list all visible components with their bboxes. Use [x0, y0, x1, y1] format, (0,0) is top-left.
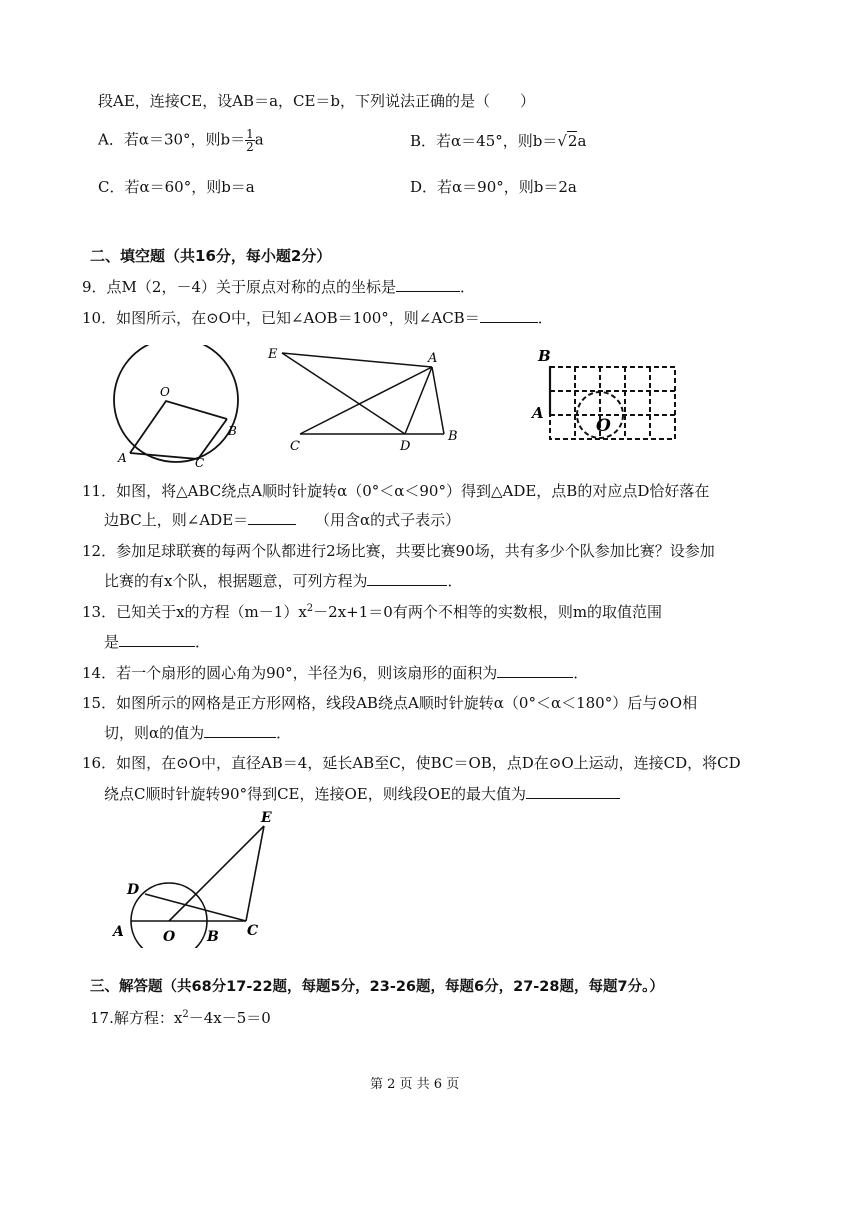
label-o: O — [160, 385, 170, 399]
q17: 17.解方程：$x^2-4x-5=0$ — [90, 1009, 271, 1027]
page-footer: 第 2 页 共 6 页 — [370, 1077, 460, 1092]
figure-q16 — [105, 808, 280, 948]
q12-line2: 比赛的有x个队，根据题意，可列方程为 ． — [104, 572, 463, 590]
section2-title: 二、填空题（共16分，每小题2分） — [90, 247, 332, 265]
q15-line2: 切，则α的值为 ． — [104, 724, 292, 742]
q9: 9．点M（2，－4）关于原点对称的点的坐标是 ． — [82, 278, 476, 296]
answer-blank[interactable] — [204, 723, 276, 738]
q16-line2: 绕点C顺时针旋转90°得到CE，连接OE，则线段OE的最大值为 — [104, 783, 620, 804]
q14: 14．若一个扇形的圆心角为90°，半径为6，则该扇形的面积为 ． — [82, 664, 589, 682]
q16-line1: 16．如图，在⊙O中，直径AB＝4，延长AB至C，使BC＝OB，点D在⊙O上运动，连接CD，将CD — [82, 754, 741, 772]
q8-option-d: D．若α＝90°，则b＝2a — [410, 178, 577, 196]
label-o: O — [596, 416, 611, 436]
radius-lines — [130, 401, 227, 453]
q12-line1: 12．参加足球联赛的每两个队都进行2场比赛，共要比赛90场，共有多少个队参加比赛？设参加 — [82, 542, 715, 560]
fraction: $\frac{1}{2}$ — [246, 127, 254, 154]
answer-blank[interactable] — [367, 571, 447, 586]
label-c: C — [195, 456, 205, 470]
construction-lines — [131, 826, 264, 921]
q8-stem: 段AE，连接CE，设AB＝a，CE＝b，下列说法正确的是（ ） — [98, 92, 536, 110]
q11-line1: 11．如图，将△ABC绕点A顺时针旋转α（0°＜α＜90°）得到△ADE，点B的对应点D恰好落在 — [82, 482, 710, 500]
label-d: D — [400, 439, 411, 454]
figure-q11 — [262, 340, 472, 455]
grid-lines — [550, 367, 675, 439]
label-a: A — [428, 351, 438, 366]
label-b: B — [207, 929, 219, 945]
section3-title: 三、解答题（共68分17-22题，每题5分，23-26题，每题6分，27-28题，每题7分。） — [90, 979, 664, 995]
label-b: B — [228, 424, 237, 438]
answer-blank[interactable] — [396, 277, 460, 292]
label-a: A — [118, 451, 127, 465]
answer-blank[interactable] — [248, 510, 296, 525]
answer-blank[interactable] — [480, 308, 538, 323]
triangle-lines — [282, 353, 444, 434]
q13-line1: 13．已知关于x的方程$(m-1)x^2-2x+1=0$有两个不相等的实数根，则m的取值范围 — [82, 603, 663, 621]
answer-blank[interactable] — [497, 663, 573, 678]
label-a: A — [113, 924, 124, 940]
label-o: O — [163, 929, 176, 945]
figure-q15 — [528, 345, 683, 445]
label-c: C — [290, 439, 300, 454]
q13-line2: 是 ． — [104, 633, 211, 651]
label-d: D — [127, 882, 140, 898]
figure-q10 — [100, 345, 260, 475]
label-b: B — [448, 429, 458, 444]
answer-blank[interactable] — [526, 784, 620, 799]
q8-option-a: A．若α＝30°，则b＝ $\frac{1}{2}$ a — [98, 127, 264, 154]
q8-option-b: B．若α＝45°，则b＝√2a — [410, 132, 587, 150]
label-a: A — [532, 404, 544, 422]
label-b: B — [538, 347, 551, 365]
label-e: E — [268, 347, 278, 362]
q11-line2: 边BC上，则∠ADE＝ （用含α的式子表示） — [104, 511, 461, 529]
q10: 10．如图所示，在⊙O中，已知∠AOB＝100°，则∠ACB＝ ． — [82, 309, 553, 327]
label-e: E — [261, 810, 272, 826]
answer-blank[interactable] — [119, 632, 195, 647]
q8-option-c: C．若α＝60°，则b＝a — [98, 178, 255, 196]
label-c: C — [247, 923, 259, 939]
q15-line1: 15．如图所示的网格是正方形网格，线段AB绕点A顺时针旋转α（0°＜α＜180°）后与⊙O相 — [82, 694, 698, 712]
